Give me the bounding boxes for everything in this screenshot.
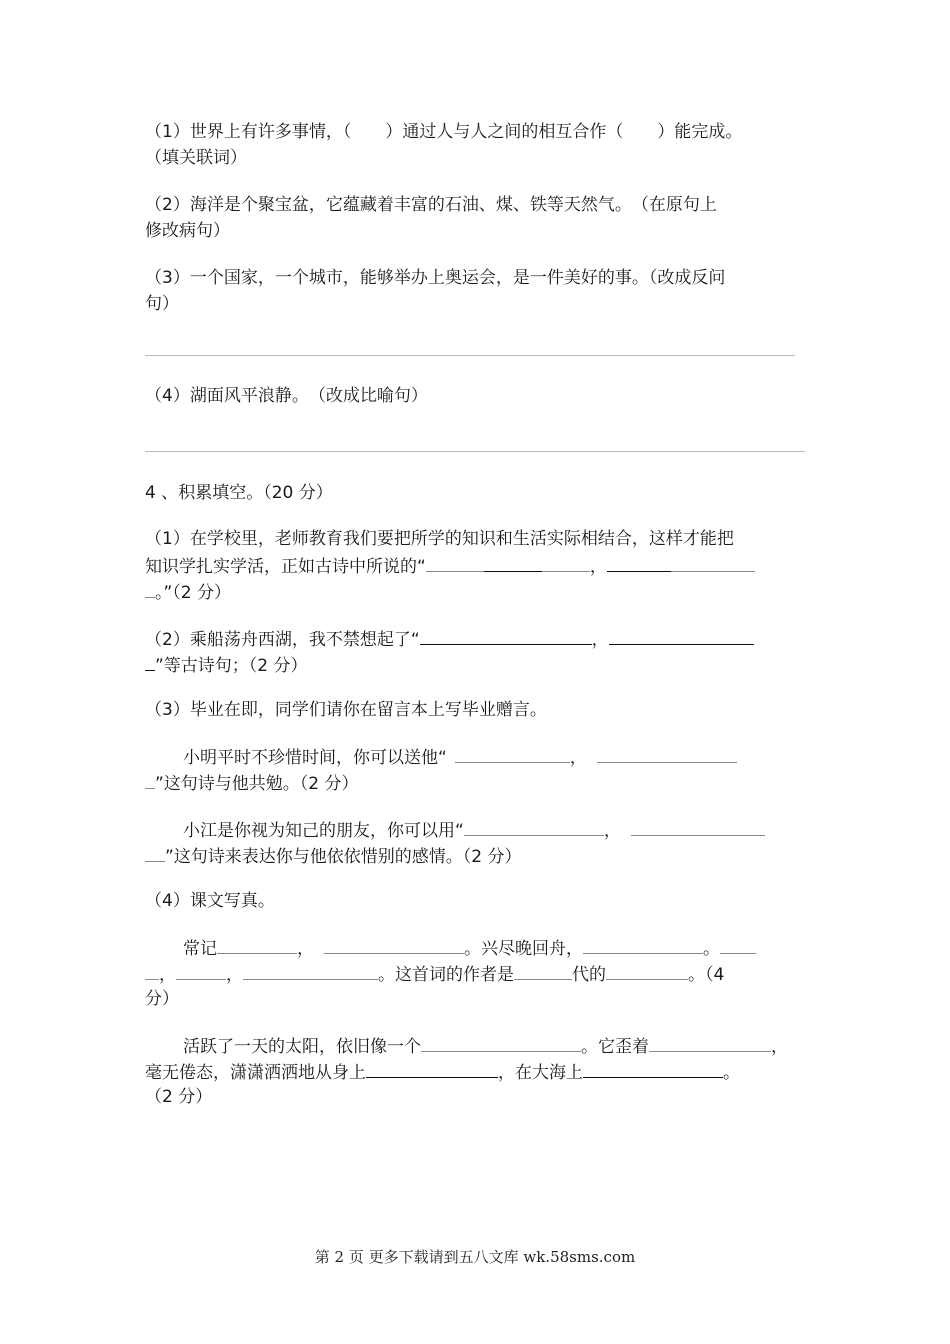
- q4-p5-line-3: （2 分）: [145, 1087, 213, 1107]
- q4-p2-line-2: [145, 652, 308, 678]
- fill-blank[interactable]: [455, 744, 570, 763]
- comma: ，: [159, 965, 176, 985]
- comma: ，: [589, 557, 607, 577]
- fill-blank[interactable]: [217, 935, 297, 954]
- q4-p1-end: 。”（2 分）: [155, 583, 232, 603]
- fill-blank[interactable]: [421, 1033, 581, 1052]
- fill-blank[interactable]: [720, 935, 756, 954]
- q4-p1-line-2: [145, 553, 755, 579]
- fill-blank[interactable]: [145, 843, 165, 862]
- q4-p5-text: 毫无倦态，潇潇洒洒地从身上: [145, 1063, 366, 1083]
- q4-p2-end: ”等古诗句；（2 分）: [155, 656, 308, 676]
- fill-blank[interactable]: [607, 553, 671, 572]
- q4-p4-text: 。: [703, 939, 720, 959]
- q4-p4-line-2: [145, 961, 724, 987]
- fill-blank[interactable]: [145, 961, 159, 980]
- q3-sentence-1-line-1: （1）世界上有许多事情，（ ）通过人与人之间的相互合作（ ）能完成。: [145, 122, 743, 142]
- q4-p2-line-1: [145, 626, 754, 652]
- q4-p3-xiaoming-line-1: [183, 744, 737, 770]
- q4-p3-xiaoming-line-2: [145, 770, 359, 796]
- q4-p4-text: 。兴尽晚回舟，: [464, 939, 583, 959]
- q4-p5-text: ，在大海上: [498, 1063, 583, 1083]
- q3-sentence-4: （4）湖面风平浪静。 （改成比喻句）: [145, 386, 428, 406]
- q4-p4-line-1: [183, 935, 756, 961]
- fill-blank[interactable]: [145, 652, 155, 671]
- q4-p3-xiaoming-text: 小明平时不珍惜时间，你可以送他“: [183, 748, 447, 768]
- comma: ，: [771, 1037, 788, 1057]
- fill-blank[interactable]: [597, 744, 737, 763]
- fill-blank[interactable]: [606, 961, 688, 980]
- q4-p3-xiaojiang-end: ”这句诗来表达你与他依依惜别的感情。（2 分）: [165, 847, 522, 867]
- q4-p4-text: 。（4: [688, 965, 725, 985]
- fill-blank[interactable]: [631, 817, 765, 836]
- comma: ，: [226, 965, 243, 985]
- fill-blank[interactable]: [464, 817, 604, 836]
- fill-blank[interactable]: [484, 553, 542, 572]
- fill-blank[interactable]: [366, 1059, 498, 1078]
- q4-p3-xiaojiang-text: 小江是你视为知己的朋友，你可以用“: [183, 821, 464, 841]
- fill-blank[interactable]: [649, 1033, 771, 1052]
- q4-p5-line-2: [145, 1059, 740, 1085]
- fill-blank[interactable]: [583, 1059, 723, 1078]
- q4-p1-line-1: （1）在学校里，老师教育我们要把所学的知识和生活实际相结合，这样才能把: [145, 529, 734, 549]
- q3-sentence-2-line-2: 修改病句）: [145, 221, 230, 241]
- comma: ，: [569, 748, 587, 768]
- fill-blank[interactable]: [426, 553, 484, 572]
- q4-p3-xiaojiang-line-2: [145, 843, 522, 869]
- answer-line-4[interactable]: [145, 451, 805, 452]
- comma: ，: [297, 939, 314, 959]
- fill-blank[interactable]: [542, 553, 590, 572]
- fill-blank[interactable]: [145, 770, 155, 789]
- fill-blank[interactable]: [243, 961, 378, 980]
- q4-p2-text: （2）乘船荡舟西湖，我不禁想起了“: [145, 630, 420, 650]
- q4-p1-line-3: [145, 579, 231, 605]
- q4-p3-xiaoming-end: ”这句诗与他共勉。（2 分）: [155, 774, 359, 794]
- fill-blank[interactable]: [583, 935, 703, 954]
- q3-sentence-3-line-1: （3）一个国家，一个城市，能够举办上奥运会，是一件美好的事。（改成反问: [145, 268, 726, 288]
- q3-sentence-2-line-1: （2）海洋是个聚宝盆，它蕴藏着丰富的石油、煤、铁等天然气。 （在原句上: [145, 195, 717, 215]
- fill-blank[interactable]: [514, 961, 572, 980]
- q4-p5-text: 。它歪着: [581, 1037, 649, 1057]
- q4-p4-text: 常记: [183, 939, 217, 959]
- q4-p1-text: 知识学扎实学活，正如古诗中所说的“: [145, 557, 426, 577]
- fill-blank[interactable]: [671, 553, 755, 572]
- q4-p3: （3）毕业在即，同学们请你在留言本上写毕业赠言。: [145, 700, 547, 720]
- fill-blank[interactable]: [145, 579, 155, 598]
- comma: ，: [603, 821, 621, 841]
- q4-p5-text: 活跃了一天的太阳，依旧像一个: [183, 1037, 421, 1057]
- comma: ，: [591, 630, 609, 650]
- q4-p4-text: 代的: [572, 965, 606, 985]
- fill-blank[interactable]: [420, 626, 592, 645]
- q4-p5-text: 。: [723, 1063, 740, 1083]
- q4-p4-text: 。这首词的作者是: [378, 965, 514, 985]
- q4-p5-line-1: [183, 1033, 788, 1059]
- fill-blank[interactable]: [609, 626, 754, 645]
- answer-line-3[interactable]: [145, 355, 795, 356]
- q4-title: 4 、积累填空。（20 分）: [145, 483, 333, 503]
- fill-blank[interactable]: [176, 961, 226, 980]
- q3-sentence-3-line-2: 句）: [145, 294, 179, 314]
- q4-p4-line-3: 分）: [145, 989, 179, 1009]
- q4-p4: （4）课文写真。: [145, 891, 275, 911]
- page-footer: 第 2 页 更多下载请到五八文库 wk.58sms.com: [314, 1248, 636, 1266]
- q4-p3-xiaojiang-line-1: [183, 817, 765, 843]
- fill-blank[interactable]: [324, 935, 464, 954]
- q3-sentence-1-line-2: （填关联词）: [145, 148, 247, 168]
